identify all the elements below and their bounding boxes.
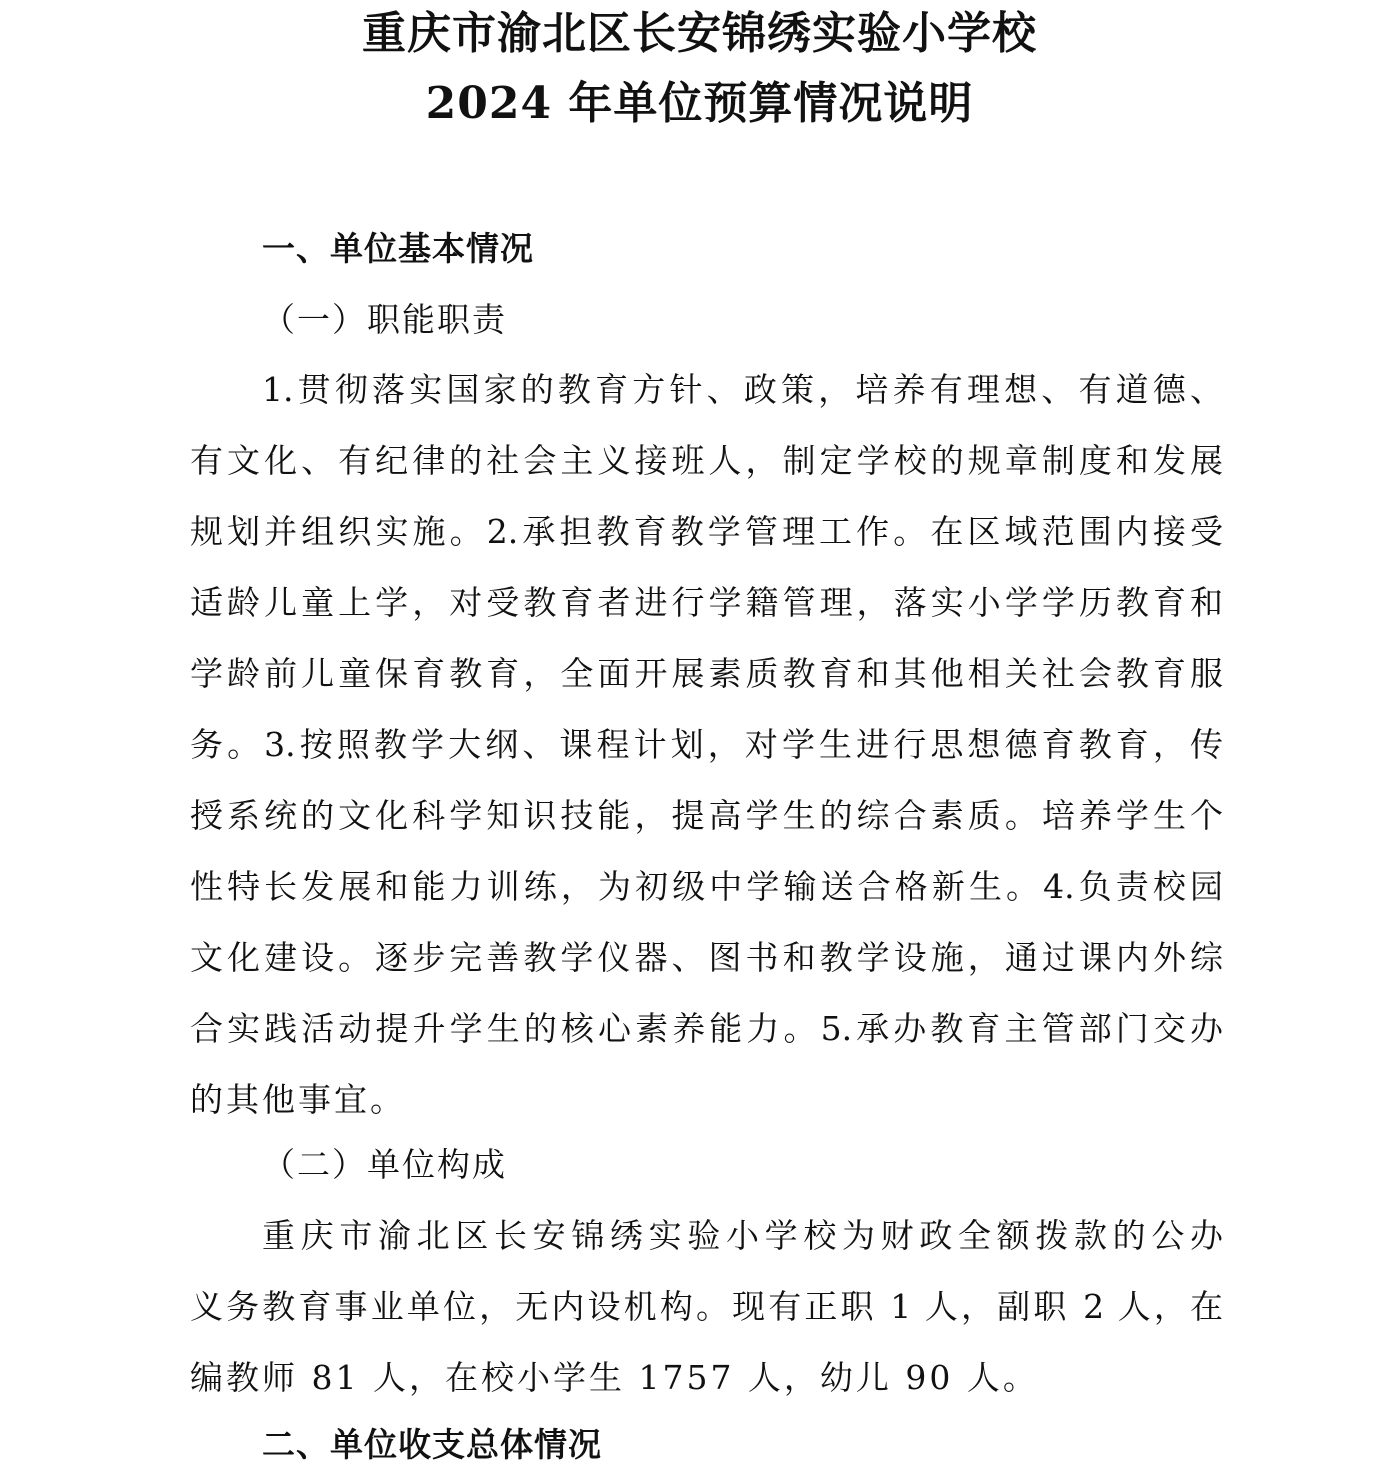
subsection2-heading: （二）单位构成 [262,1145,507,1184]
paragraph-line: 学龄前儿童保育教育，全面开展素质教育和其他相关社会教育服 [190,654,1223,693]
paragraph-line: 合实践活动提升学生的核心素养能力。5.承办教育主管部门交办 [190,1009,1223,1048]
paragraph-line: 义务教育事业单位，无内设机构。现有正职 1 人，副职 2 人，在 [190,1287,1223,1326]
paragraph-line: 性特长发展和能力训练，为初级中学输送合格新生。4.负责校园 [190,867,1223,906]
duties-paragraph [190,354,1223,1135]
section2-heading: 二、单位收支总体情况 [262,1425,602,1464]
paragraph-line: 重庆市渝北区长安锦绣实验小学校为财政全额拨款的公办 [262,1216,1223,1255]
paragraph-line: 编教师 81 人，在校小学生 1757 人，幼儿 90 人。 [190,1358,1039,1397]
paragraph-line: 授系统的文化科学知识技能，提高学生的综合素质。培养学生个 [190,796,1223,835]
section1-heading: 一、单位基本情况 [262,229,534,268]
paragraph-line: 规划并组织实施。2.承担教育教学管理工作。在区域范围内接受 [190,512,1223,551]
paragraph-line: 的其他事宜。 [190,1080,406,1119]
paragraph-line: 务。3.按照教学大纲、课程计划，对学生进行思想德育教育，传 [190,725,1223,764]
paragraph-line: 有文化、有纪律的社会主义接班人，制定学校的规章制度和发展 [190,441,1223,480]
document-title-line2: 2024 年单位预算情况说明 [425,78,974,129]
document-title-line1: 重庆市渝北区长安锦绣实验小学校 [362,8,1037,59]
subsection1-heading: （一）职能职责 [262,300,507,339]
paragraph-line: 文化建设。逐步完善教学仪器、图书和教学设施，通过课内外综 [190,938,1223,977]
paragraph-line: 适龄儿童上学，对受教育者进行学籍管理，落实小学学历教育和 [190,583,1223,622]
paragraph-line: 1.贯彻落实国家的教育方针、政策，培养有理想、有道德、 [262,370,1223,409]
composition-paragraph [190,1200,1223,1413]
